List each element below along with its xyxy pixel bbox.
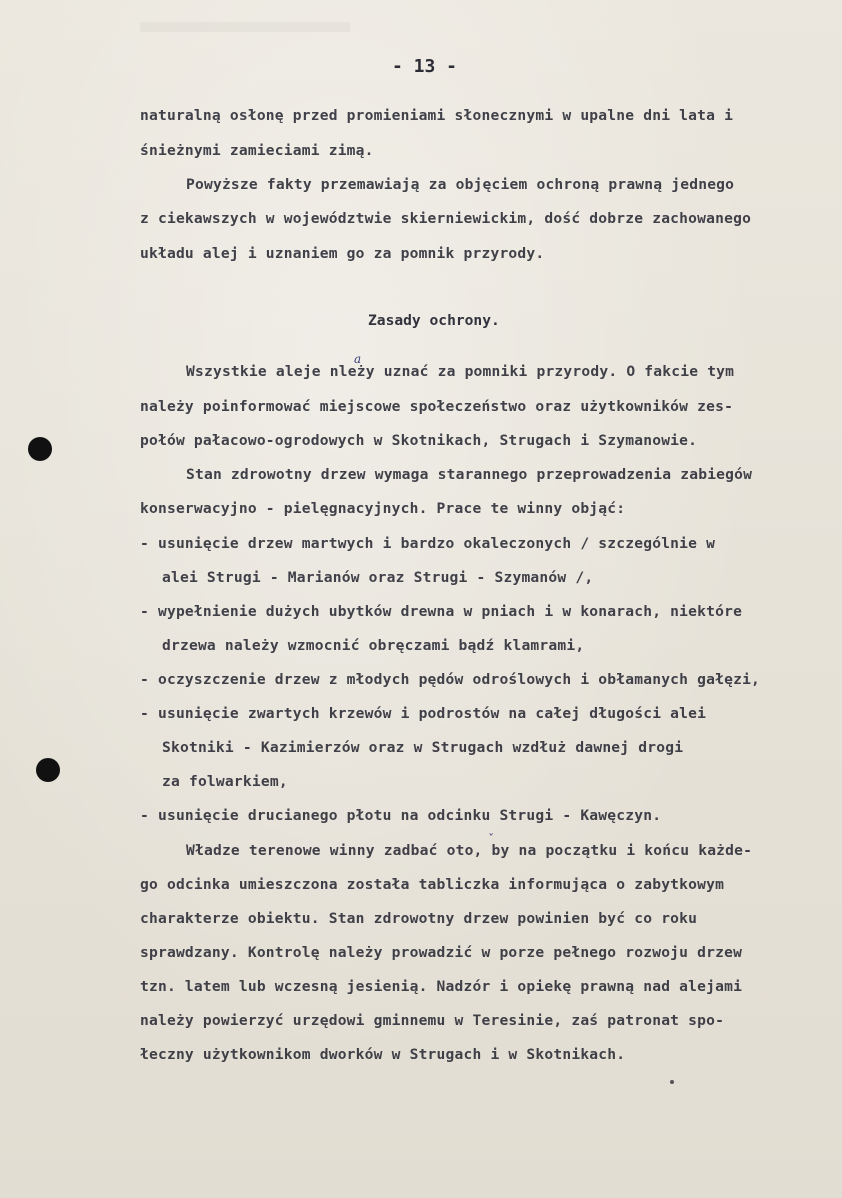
list-item-continuation: Skotniki - Kazimierzów oraz w Strugach wzdłuż dawnej drogi xyxy=(162,739,684,756)
list-item: - usunięcie drzew martwych i bardzo okaleczonych / szczególnie w xyxy=(140,535,716,552)
list-item: - wypełnienie dużych ubytków drewna w pniach i w konarach, niektóre xyxy=(140,603,743,620)
text-line: tzn. latem lub wczesną jesienią. Nadzór i opiekę prawną nad alejami xyxy=(140,978,743,995)
text-line: łeczny użytkownikom dworków w Strugach i w Skotnikach. xyxy=(140,1046,626,1063)
text-line: połów pałacowo-ogrodowych w Skotnikach, Strugach i Szymanowie. xyxy=(140,432,698,449)
text-line: Stan zdrowotny drzew wymaga starannego przeprowadzenia zabiegów xyxy=(186,466,753,483)
ink-speck xyxy=(670,1080,674,1084)
paper-stain xyxy=(140,22,350,32)
list-item-continuation: za folwarkiem, xyxy=(162,773,288,790)
text-line: Wszystkie aleje nleży uznać za pomniki przyrody. O fakcie tym xyxy=(186,363,735,380)
text-line: Władze terenowe winny zadbać oto, by na początku i końcu każde- xyxy=(186,842,753,859)
text-line: należy poinformować miejscowe społeczeństwo oraz użytkowników zes- xyxy=(140,398,734,415)
text-line: charakterze obiektu. Stan zdrowotny drzew powinien być co roku xyxy=(140,910,698,927)
text-line: konserwacyjno - pielęgnacyjnych. Prace te winny objąć: xyxy=(140,500,626,517)
list-item-continuation: alei Strugi - Marianów oraz Strugi - Szymanów /, xyxy=(162,569,594,586)
handwritten-insertion: a xyxy=(354,352,362,366)
text-line: sprawdzany. Kontrolę należy prowadzić w porze pełnego rozwoju drzew xyxy=(140,944,743,961)
page-number: - 13 - xyxy=(392,56,458,77)
list-item: - usunięcie drucianego płotu na odcinku Strugi - Kawęczyn. xyxy=(140,807,662,824)
text-line: śnieżnymi zamieciami zimą. xyxy=(140,142,374,159)
text-line: go odcinka umieszczona została tabliczka informująca o zabytkowym xyxy=(140,876,725,893)
handwritten-tick: ˇ xyxy=(487,832,493,846)
list-item-continuation: drzewa należy wzmocnić obręczami bądź klamrami, xyxy=(162,637,585,654)
text-line: należy powierzyć urzędowi gminnemu w Teresinie, zaś patronat spo- xyxy=(140,1012,725,1029)
punch-hole xyxy=(28,437,52,461)
text-line: układu alej i uznaniem go za pomnik przyrody. xyxy=(140,245,545,262)
list-item: - usunięcie zwartych krzewów i podrostów na całej długości alei xyxy=(140,705,707,722)
punch-hole xyxy=(36,758,60,782)
text-line: Powyższe fakty przemawiają za objęciem ochroną prawną jednego xyxy=(186,176,735,193)
text-line: naturalną osłonę przed promieniami słonecznymi w upalne dni lata i xyxy=(140,107,734,124)
section-heading: Zasady ochrony. xyxy=(368,312,500,329)
list-item: - oczyszczenie drzew z młodych pędów odroślowych i obłamanych gałęzi, xyxy=(140,671,761,688)
text-line: z ciekawszych w województwie skierniewickim, dość dobrze zachowanego xyxy=(140,210,752,227)
